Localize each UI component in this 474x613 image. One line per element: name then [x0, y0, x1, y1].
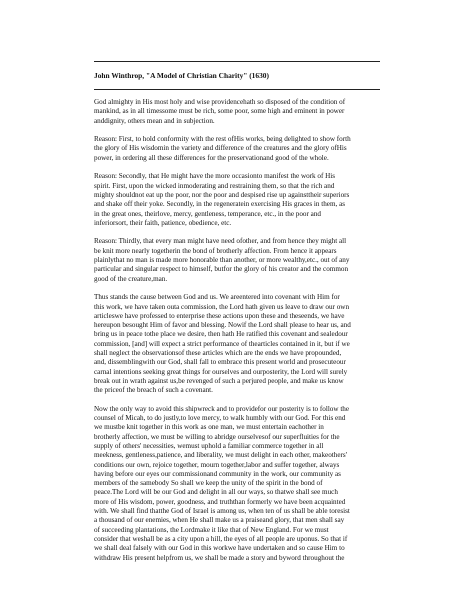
paragraph-line: we shall deal falsely with our God in this workwe have undertaken and so cause Him to	[94, 544, 345, 553]
paragraph-line: more of His wisdom, power, goodness, and truththan formerly we have been acquainted	[94, 497, 346, 506]
paragraph-line: and, dissemblingwith our God, shall fall to embrace this present world and prosecuteour	[94, 358, 346, 367]
paragraph	[94, 172, 384, 228]
paragraph-line: Now the only way to avoid this shipwreck and to providefor our posterity is to follow the	[94, 404, 350, 413]
paragraph	[94, 293, 384, 395]
paragraph-line: meekness, gentleness,patience, and liberality, we must delight in each other, makeothers'	[94, 451, 347, 460]
paragraph-line: a thousand of our enemies, when He shall make us a praiseand glory, that men shall say	[94, 516, 345, 525]
paragraph-line: hereupon besought Him of favor and blessing. Nowif the Lord shall please to hear us, and	[94, 321, 351, 330]
document-title: John Winthrop, "A Model of Christian Charity" (1630)	[94, 71, 269, 80]
paragraph-line: inferiorsort, their faith, patience, obedience, etc.	[94, 218, 232, 227]
document-body	[94, 98, 384, 572]
paragraph-line: break out in wrath against us,be revenged of such a perjured people, and make us know	[94, 376, 344, 385]
paragraph-line: peace.The Lord will be our God and delight in all our ways, so thatwe shall see much	[94, 488, 338, 497]
paragraph-line: counsel of Micah, to do justly,to love mercy, to walk humbly with our God. For this end	[94, 414, 346, 423]
paragraph-line: particular and singular respect to himself, butfor the glory of his creator and the common	[94, 265, 349, 274]
paragraph-line: with. We shall find thatthe God of Israel is among us, when ten of us shall be able toresist	[94, 507, 350, 516]
paragraph-line: Reason: Secondly, that He might have the more occasionto manifest the work of His	[94, 172, 336, 181]
paragraph-line: God almighty in His most holy and wise providencehath so disposed of the condition of	[94, 98, 346, 106]
paragraph-line: having before our eyes our commissionand community in the work, our community as	[94, 469, 341, 478]
paragraph-line: in the great ones, theirlove, mercy, gentleness, temperance, etc., in the poor and	[94, 209, 321, 218]
paragraph-line: good of the creature,man.	[94, 274, 168, 283]
paragraph-line: members of the samebody So shall we keep the unity of the spirit in the bond of	[94, 479, 323, 488]
paragraph-line: supply of others' necessities, wemust uphold a familiar commerce together in all	[94, 441, 324, 450]
paragraph-line: and shake off their yoke. Secondly, in the regeneratein exercising His graces in them, as	[94, 200, 346, 209]
paragraph-line: plainlythat no man is made more honorable than another, or more wealthy,etc., out of any	[94, 256, 350, 265]
paragraph-line: bring us in peace tothe place we desire, then hath He ratified this covenant and sealedour	[94, 330, 348, 339]
title-top-rule	[94, 61, 380, 62]
paragraph-line: commission, [and] will expect a strict performance of thearticles contained in it, but if we	[94, 339, 350, 348]
paragraph-line: Thus stands the cause between God and us. We areentered into covenant with Him for	[94, 293, 340, 302]
paragraph	[94, 98, 384, 126]
paragraph-line: mankind, as in all timessome must be rich, some poor, some high and eminent in power	[94, 107, 345, 116]
paragraph	[94, 135, 384, 163]
paragraph	[94, 405, 384, 563]
paragraph-line: mighty shouldnot eat up the poor, nor the poor and despised rise up againsttheir superiors	[94, 190, 350, 199]
paragraph-line: anddignity, others mean and in subjection.	[94, 116, 215, 125]
paragraph-line: shall neglect the observationsof these articles which are the ends we have propounded,	[94, 349, 342, 358]
paragraph-line: the priceof the breach of such a covenant.	[94, 386, 213, 395]
paragraph-line: brotherly affection, we must be willing to abridge ourselvesof our superfluities for the	[94, 432, 340, 441]
paragraph-line: Reason: Thirdly, that every man might have need ofother, and from hence they might all	[94, 237, 347, 246]
paragraph-line: of succeeding plantations, the Lordmake it like that of New England. For we must	[94, 525, 329, 534]
paragraph-line: Reason: First, to hold conformity with the rest ofHis works, being delighted to show forth	[94, 135, 351, 144]
paragraph-line: carnal intentions seeking great things for ourselves and ourposterity, the Lord will surely	[94, 367, 348, 376]
paragraph-line: the glory of His wisdomin the variety and difference of the creatures and the glory ofHis	[94, 144, 347, 153]
paragraph-line: conditions our own, rejoice together, mourn together,labor and suffer together, always	[94, 460, 340, 469]
paragraph-line: articleswe have professed to enterprise these actions upon these and theseends, we have	[94, 311, 345, 320]
paragraph-line: consider that weshall be as a city upon a hill, the eyes of all people are uponus. So that if	[94, 534, 348, 543]
paragraph-line: power, in ordering all these differences for the preservationand good of the whole.	[94, 153, 329, 162]
title-bottom-rule	[94, 89, 380, 90]
paragraph-line: we mustbe knit together in this work as one man, we must entertain eachother in	[94, 423, 324, 432]
paragraph	[94, 237, 384, 283]
paragraph-line: spirit. First, upon the wicked inmoderating and restraining them, so that the rich and	[94, 181, 335, 190]
paragraph-line: be knit more nearly togetherin the bond of brotherly affection. From hence it appears	[94, 246, 337, 255]
paragraph-line: withdraw His present helpfrom us, we shall be made a story and byword throughout the	[94, 553, 345, 562]
paragraph-line: this work, we have taken outa commission, the Lord hath given us leave to draw our own	[94, 302, 350, 311]
